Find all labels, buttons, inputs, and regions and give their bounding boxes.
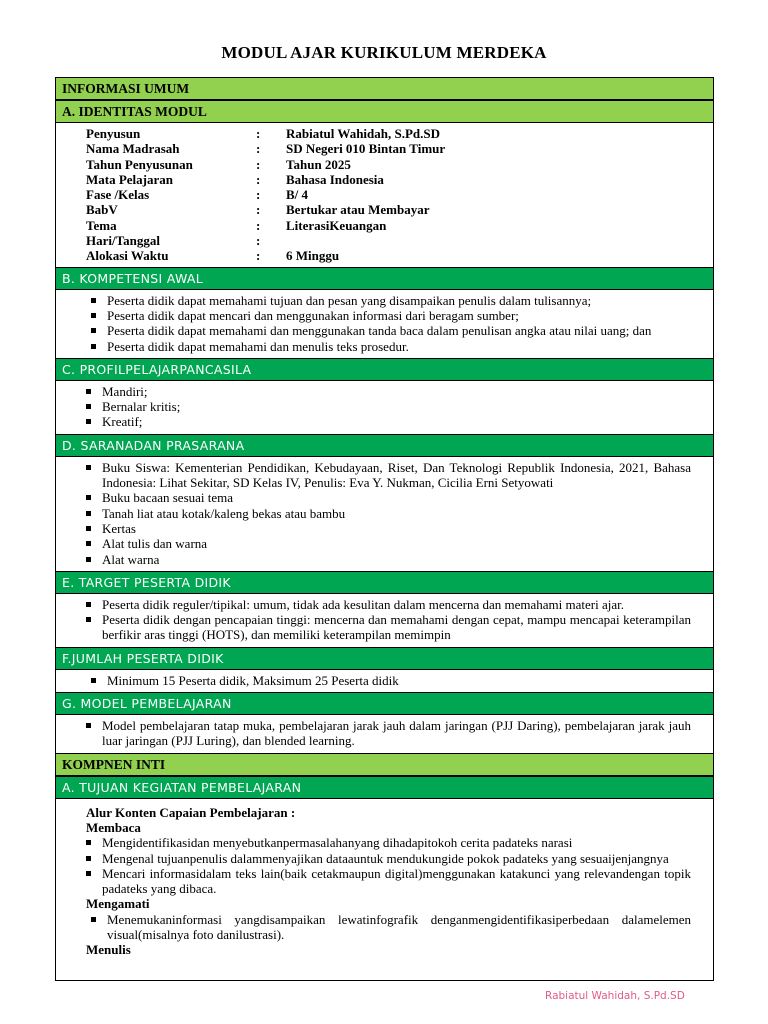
section-header-sarana: D. SARANADAN PRASARANA: [56, 434, 713, 457]
list-item: Mengidentifikasidan menyebutkanpermasalahanyang dihadapitokoh cerita padateks narasi: [62, 835, 707, 850]
model-list: [62, 718, 707, 749]
identitas-colon: :: [256, 217, 261, 233]
identitas-colon: :: [256, 233, 261, 249]
section-header-target: E. TARGET PESERTA DIDIK: [56, 571, 713, 594]
list-item: Alat warna: [62, 552, 707, 567]
identitas-row: [86, 141, 445, 156]
list-item: Menemukaninformasi yangdisampaikan lewatinfografik denganmengidentifikasiperbedaan dalamelemen visual(misalnya foto danilustrasi).: [62, 912, 707, 943]
list-item: Mencari informasidalam teks lain(baik cetakmaupun digital)menggunakan katakunci yang relevandengan topik padateks yang dibaca.: [62, 866, 707, 897]
identitas-key: Mata Pelajaran: [86, 171, 174, 187]
profil-section: [56, 381, 713, 434]
tujuan-section: [56, 799, 713, 962]
profil-list: [62, 384, 707, 430]
identitas-row: [86, 157, 445, 172]
identitas-colon: :: [256, 126, 261, 141]
target-list: [62, 597, 707, 643]
list-item: Mandiri;: [62, 384, 707, 399]
identitas-key: Tahun Penyusunan: [86, 156, 193, 172]
list-item: Peserta didik dengan pencapaian tinggi: mencerna dan memahami dengan cepat, mampu mencapai keterampilan berfikir aras tinggi (HOTS), dan memiliki keterampilan memimpin: [62, 612, 707, 643]
module-table: [55, 77, 714, 981]
identitas-value: SD Negeri 010 Bintan Timur: [286, 141, 446, 157]
section-header-kompetensi: B. KOMPETENSI AWAL: [56, 267, 713, 290]
identitas-value: Bertukar atau Membayar: [286, 202, 430, 218]
list-item: Tanah liat atau kotak/kaleng bekas atau bambu: [62, 506, 707, 521]
mengamati-list: [62, 912, 707, 943]
identitas-row: [86, 218, 445, 233]
sarana-list: [62, 460, 707, 567]
list-item: Model pembelajaran tatap muka, pembelajaran jarak jauh dalam jaringan (PJJ Daring), pembelajaran jarak jauh luar jaringan (PJJ Luring), dan blended learning.: [62, 718, 707, 749]
section-header-model: G. MODEL PEMBELAJARAN: [56, 692, 713, 715]
identitas-value: 6 Minggu: [286, 248, 340, 264]
list-item: Peserta didik reguler/tipikal: umum, tidak ada kesulitan dalam mencerna dan memahami materi ajar.: [62, 597, 707, 612]
jumlah-section: [56, 670, 713, 692]
list-item: Peserta didik dapat memahami tujuan dan pesan yang disampaikan penulis dalam tulisannya;: [62, 293, 707, 308]
identitas-colon: :: [256, 202, 261, 218]
identitas-section: [56, 123, 713, 267]
target-section: [56, 594, 713, 647]
list-item: Mengenal tujuanpenulis dalammenyajikan dataauntuk mendukungide pokok padateks yang sesuaijenjangnya: [62, 851, 707, 866]
section-header-komponen-inti: KOMPNEN INTI: [56, 753, 713, 776]
identitas-colon: :: [256, 141, 261, 157]
identitas-value: B/ 4: [286, 187, 309, 203]
identitas-colon: :: [256, 187, 261, 203]
list-item: Alat tulis dan warna: [62, 536, 707, 551]
identitas-colon: :: [256, 156, 261, 172]
section-header-informasi-umum: INFORMASI UMUM: [56, 78, 713, 100]
section-header-tujuan: A. TUJUAN KEGIATAN PEMBELAJARAN: [56, 776, 713, 799]
list-item: Peserta didik dapat memahami dan menulis teks prosedur.: [62, 339, 707, 354]
list-item: Peserta didik dapat memahami dan menggunakan tanda baca dalam penulisan angka atau nilai uang; dan: [62, 323, 707, 338]
identitas-key: Nama Madrasah: [86, 141, 180, 157]
alur-konten-heading: Alur Konten Capaian Pembelajaran :: [86, 804, 296, 820]
identitas-value: [286, 233, 445, 248]
section-header-profil: C. PROFILPELAJARPANCASILA: [56, 358, 713, 381]
sarana-section: [56, 457, 713, 571]
identitas-row: [86, 172, 445, 187]
menulis-label: Menulis: [86, 942, 131, 958]
identitas-colon: :: [256, 248, 261, 264]
identitas-row: [86, 187, 445, 202]
identitas-key: BabV: [86, 202, 118, 218]
list-item: Kreatif;: [62, 414, 707, 429]
list-item: Peserta didik dapat mencari dan menggunakan informasi dari beragam sumber;: [62, 308, 707, 323]
identitas-key: Tema: [86, 217, 117, 233]
membaca-label: Membaca: [86, 819, 141, 835]
list-item: Bernalar kritis;: [62, 399, 707, 414]
identitas-row: [86, 248, 445, 263]
section-header-identitas: A. IDENTITAS MODUL: [56, 100, 713, 123]
kompetensi-list: [62, 293, 707, 354]
identitas-colon: :: [256, 171, 261, 187]
identitas-key: Penyusun: [86, 126, 141, 141]
list-item: Buku bacaan sesuai tema: [62, 490, 707, 505]
identitas-value: LiterasiKeuangan: [286, 217, 387, 233]
section-header-jumlah: F.JUMLAH PESERTA DIDIK: [56, 647, 713, 670]
list-item: Buku Siswa: Kementerian Pendidikan, Kebudayaan, Riset, Dan Teknologi Republik Indonesia, 2021, Bahasa Indonesia: Lihat Sekitar, SD Kelas IV, Penulis: Eva Y. Nukman, Cicilia Erni Setyowati: [62, 460, 707, 491]
model-section: [56, 715, 713, 753]
identitas-row: [86, 202, 445, 217]
footer-author: Rabiatul Wahidah, S.Pd.SD: [545, 990, 685, 1002]
identitas-value: Rabiatul Wahidah, S.Pd.SD: [286, 126, 441, 141]
mengamati-label: Mengamati: [86, 896, 150, 912]
identitas-row: [86, 233, 445, 248]
list-item: Minimum 15 Peserta didik, Maksimum 25 Peserta didik: [62, 673, 707, 688]
identitas-row: [86, 126, 445, 141]
kompetensi-section: [56, 290, 713, 358]
identitas-value: Bahasa Indonesia: [286, 171, 384, 187]
list-item: Kertas: [62, 521, 707, 536]
identitas-value: Tahun 2025: [286, 156, 351, 172]
identitas-table: [86, 126, 445, 264]
document-title: MODUL AJAR KURIKULUM MERDEKA: [221, 43, 547, 62]
membaca-list: [62, 835, 707, 896]
jumlah-list: [62, 673, 707, 688]
identitas-key: Hari/Tanggal: [86, 233, 160, 249]
identitas-key: Fase /Kelas: [86, 187, 150, 203]
identitas-key: Alokasi Waktu: [86, 248, 169, 264]
